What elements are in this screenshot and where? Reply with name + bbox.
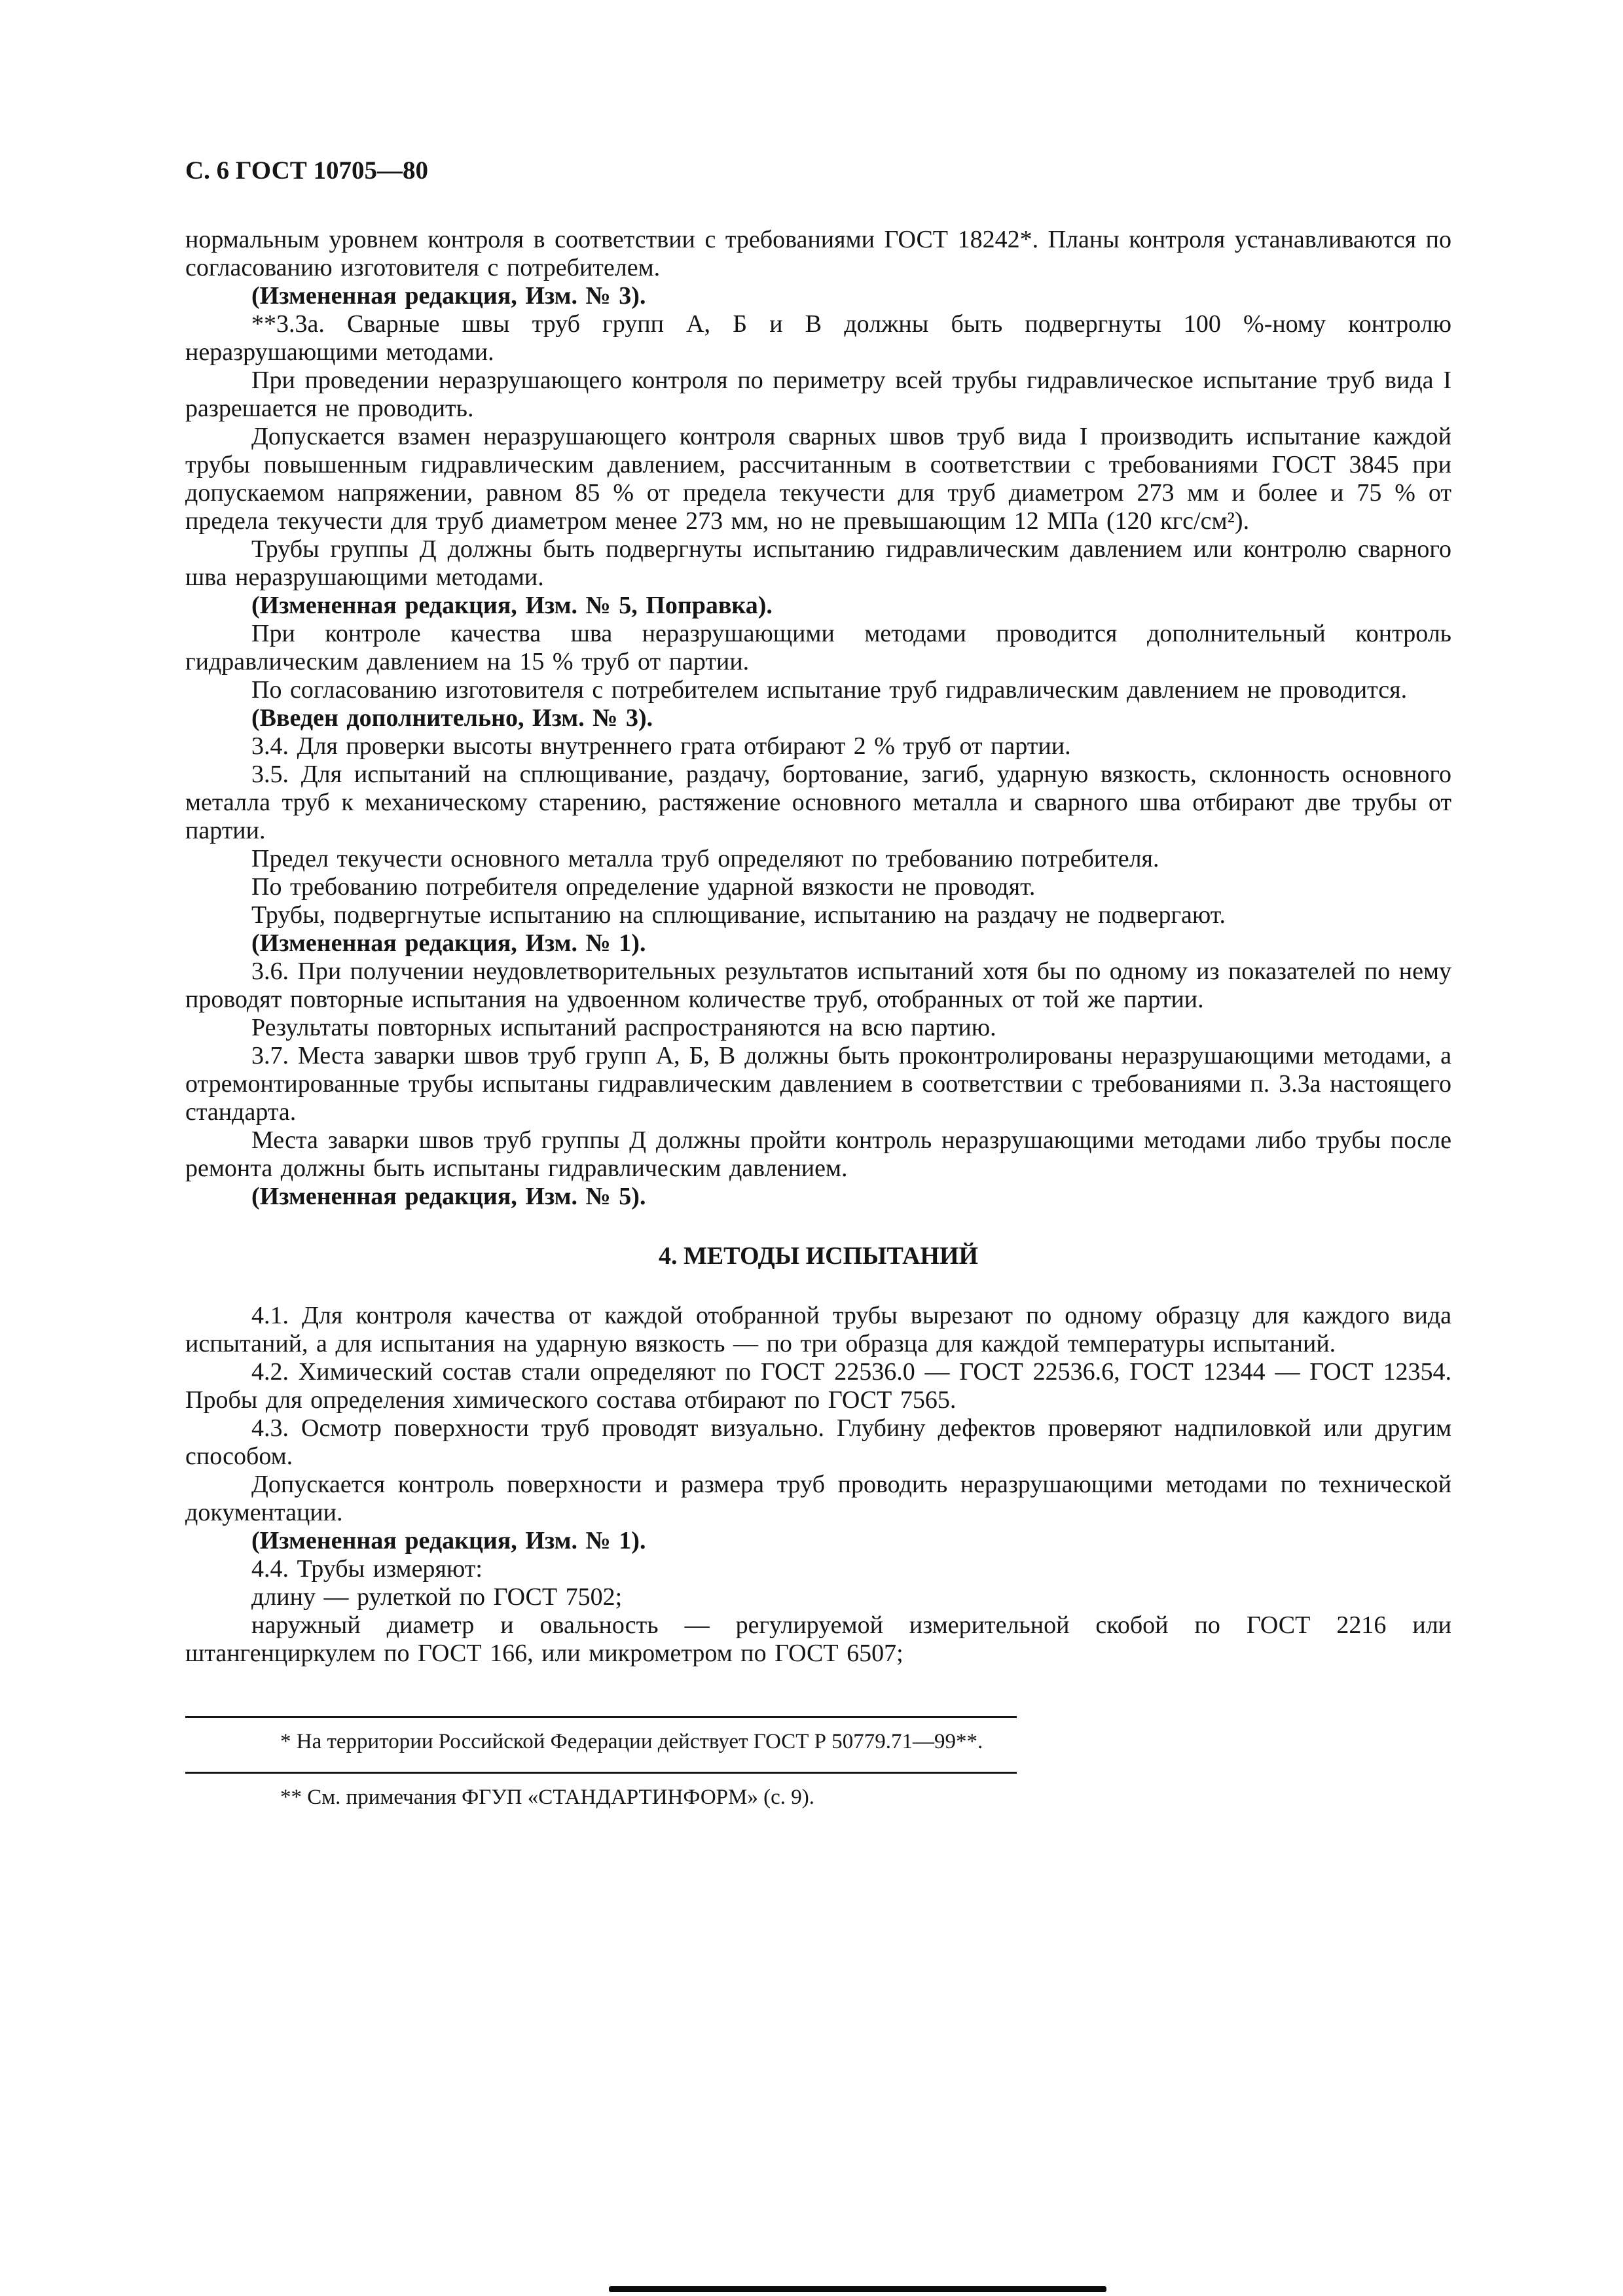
paragraph: По требованию потребителя определение ударной вязкости не проводят. <box>251 873 1036 901</box>
paragraph: При контроле качества шва неразрушающими методами проводится дополнительный контроль гидравлическим давлением на 15 % труб от партии. <box>185 620 1451 675</box>
paragraph-4-4: 4.4. Трубы измеряют: <box>251 1555 483 1583</box>
paragraph-3-7: 3.7. Места заварки швов труб групп А, Б, В должны быть проконтролированы неразрушающими методами, а отремонтированные трубы испытаны гидравлическим давлением в соответствии с требованиями п. 3.3а настоящего стандарта. <box>185 1042 1451 1126</box>
footnote <box>185 1716 1451 1755</box>
page-content <box>185 156 1451 1827</box>
paragraph: Трубы, подвергнутые испытанию на сплющивание, испытанию на раздачу не подвергают. <box>251 901 1226 929</box>
edition-note: (Измененная редакция, Изм. № 3). <box>251 282 646 310</box>
edition-note: (Измененная редакция, Изм. № 5). <box>251 1183 646 1210</box>
edition-note: (Измененная редакция, Изм. № 1). <box>251 1527 646 1554</box>
paragraph: Допускается взамен неразрушающего контроля сварных швов труб вида I производить испытание каждой трубы повышенным гидравлическим давлением, рассчитанным в соответствии с требованиями ГОСТ 3845 при допускаемом напряжении, равном 85 % от предела текучести для труб диаметром 273 мм и более и 75 % от предела текучести для труб диаметром менее 273 мм, но не превышающим 12 МПа (120 кгс/см²). <box>185 423 1451 535</box>
section-heading-methods: 4. МЕТОДЫ ИСПЫТАНИЙ <box>658 1242 979 1270</box>
paragraph: По согласованию изготовителя с потребителем испытание труб гидравлическим давлением не проводится. <box>251 676 1408 704</box>
paragraph-4-3: 4.3. Осмотр поверхности труб проводят визуально. Глубину дефектов проверяют надпиловкой или другим способом. <box>185 1414 1451 1470</box>
footnote-text: ** См. примечания ФГУП «СТАНДАРТИНФОРМ» (с. 9). <box>280 1785 814 1809</box>
paragraph-3-6: 3.6. При получении неудовлетворительных результатов испытаний хотя бы по одному из показателей по нему проводят повторные испытания на удвоенном количестве труб, отобранных от той же партии. <box>185 958 1451 1013</box>
edition-note: (Измененная редакция, Изм. № 5, Поправка). <box>251 592 773 619</box>
edition-note: (Введен дополнительно, Изм. № 3). <box>251 704 653 732</box>
paragraph-4-1: 4.1. Для контроля качества от каждой отобранной трубы вырезают по одному образцу для каждого вида испытаний, а для испытания на ударную вязкость — по три образца для каждой температуры испытаний. <box>185 1302 1451 1357</box>
paragraph-3-5: 3.5. Для испытаний на сплющивание, раздачу, бортование, загиб, ударную вязкость, склонность основного металла труб к механическому старению, растяжение основного металла и сварного шва отбирают две трубы от партии. <box>185 761 1451 844</box>
paragraph: Допускается контроль поверхности и размера труб проводить неразрушающими методами по технической документации. <box>185 1471 1451 1526</box>
paragraph: При проведении неразрушающего контроля по периметру всей трубы гидравлическое испытание труб вида I разрешается не проводить. <box>185 367 1451 422</box>
paragraph-4-2: 4.2. Химический состав стали определяют по ГОСТ 22536.0 — ГОСТ 22536.6, ГОСТ 12344 — ГОСТ 12354. Пробы для определения химического состава отбирают по ГОСТ 7565. <box>185 1358 1451 1414</box>
paragraph: Места заварки швов труб группы Д должны пройти контроль неразрушающими методами либо трубы после ремонта должны быть испытаны гидравлическим давлением. <box>185 1126 1451 1182</box>
footnotes-section <box>185 1716 1451 1810</box>
page-header: С. 6 ГОСТ 10705—80 <box>185 156 428 185</box>
footnote <box>185 1772 1451 1810</box>
paragraph-3-3a: **3.3а. Сварные швы труб групп А, Б и В должны быть подвергнуты 100 %-ному контролю неразрушающими методами. <box>185 310 1451 366</box>
footnote-rule <box>185 1772 1017 1774</box>
paragraph-continuation: нормальным уровнем контроля в соответствии с требованиями ГОСТ 18242*. Планы контроля устанавливаются по согласованию изготовителя с потребителем. <box>185 226 1451 281</box>
paragraph: наружный диаметр и овальность — регулируемой измерительной скобой по ГОСТ 2216 или штангенциркулем по ГОСТ 166, или микрометром по ГОСТ 6507; <box>185 1611 1451 1667</box>
paragraph: Результаты повторных испытаний распространяются на всю партию. <box>251 1014 996 1041</box>
paragraph-3-4: 3.4. Для проверки высоты внутреннего грата отбирают 2 % труб от партии. <box>251 732 1071 760</box>
scan-artifact-line <box>609 2286 1106 2292</box>
paragraph: Трубы группы Д должны быть подвергнуты испытанию гидравлическим давлением или контролю сварного шва неразрушающими методами. <box>185 535 1451 591</box>
paragraph: Предел текучести основного металла труб определяют по требованию потребителя. <box>251 845 1159 872</box>
footnote-rule <box>185 1716 1017 1718</box>
footnote-text: * На территории Российской Федерации действует ГОСТ Р 50779.71—99**. <box>280 1730 983 1753</box>
paragraph: длину — рулеткой по ГОСТ 7502; <box>251 1583 623 1611</box>
edition-note: (Измененная редакция, Изм. № 1). <box>251 929 646 957</box>
